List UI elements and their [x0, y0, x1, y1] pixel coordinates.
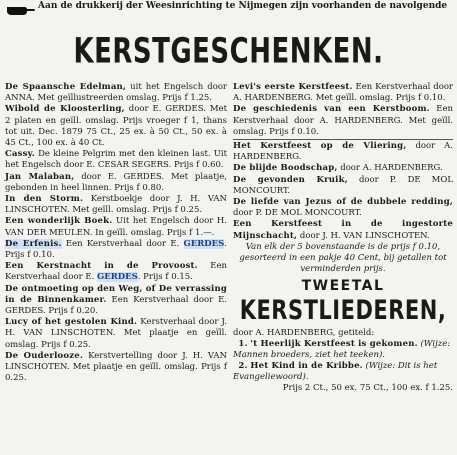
page-title: KERSTGESCHENKEN.	[73, 31, 384, 72]
price-line: Prijs 2 Ct., 50 ex. 75 Ct., 100 ex. f 1.25.	[282, 382, 453, 393]
highlighted-search-term: GERDES	[96, 272, 138, 283]
price-note: Van elk der 5 bovenstaande is de prijs f 0.10, gesorteerd in een pakje 40 Cent, bij getallen tot verminderden prijs.	[239, 241, 447, 274]
list-item: De geschiedenis van een Kerstboom. Een Kerstverhaal door A. HARDENBERG. Met geïll. omslag. Prijs f 0.10.	[233, 104, 453, 137]
advertisement-header	[0, 0, 457, 28]
highlighted-search-term: GERDES	[183, 238, 225, 249]
list-item: De Spaansche Edelman, uit het Engelsch door ANNA. Met geïllustreerden omslag. Prijs f 1.25.	[5, 82, 227, 104]
list-item: Een Kerstfeest in de ingestorte Mijnschacht, door J. H. VAN LINSCHOTEN.	[233, 219, 453, 241]
list-item: Cassy. De kleine Pelgrim met den kleinen last. Uit het Engelsch door E. CESAR SEGERS. Prijs f 0.60.	[5, 149, 227, 171]
list-item: 2. Het Kind in de Kribbe. (Wijze: Dit is het Evangeliewoord).	[233, 360, 438, 382]
right-column	[233, 82, 453, 394]
intro-text: Aan de drukkerij der Weesinrichting te Nijmegen zijn voorhanden de navolgende	[38, 1, 448, 11]
list-item: 1. 't Heerlijk Kerstfeest is gekomen. (Wijze: Mannen broeders, ziet het teeken).	[233, 338, 451, 360]
list-item: De ontmoeting op den Weg, of De verrassing in de Binnenkamer. Een Kerstverhaal door E. GERDES. Prijs f 0.20.	[5, 283, 227, 317]
section-subheading: TWEETAL	[301, 277, 385, 294]
divider	[233, 139, 453, 140]
list-item: De Ouderlooze. Kerstvertelling door J. H. VAN LINSCHOTEN. Met plaatje en geïll. omslag. Prijs f 0.25.	[5, 350, 228, 384]
list-item: Een wonderlijk Boek. Uit het Engelsch door H. VAN DER MEULEN. In geïll. omslag. Prijs f 1.—.	[5, 216, 227, 238]
list-item: De blijde Boodschap, door A. HARDENBERG.	[233, 163, 443, 174]
list-item: Het Kerstfeest op de Vliering, door A. HARDENBERG.	[233, 141, 454, 163]
section-heading: KERSTLIEDEREN,	[239, 295, 447, 326]
list-item: In den Storm. Kerstboekje door J. H. VAN LINSCHOTEN. Met geïll. omslag. Prijs f 0.25.	[5, 194, 227, 216]
list-item: Lucy of het gestolen Kind. Kerstverhaal door J. H. VAN LINSCHOTEN. Met plaatje en geïll. omslag. Prijs f 0.25.	[5, 317, 227, 350]
list-item: Jan Malaban, door E. GERDES. Met plaatje, gebonden in heel linnen. Prijs f 0.80.	[5, 171, 227, 193]
list-item: Wibold de Kloosterling, door E. GERDES. Met 2 platen en geïll. omslag. Prijs vroeger f 1, thans tot uit. Dec. 1879 75 Ct., 25 ex. à 50 Ct., 50 ex. à 45 Ct., 100 ex. à 40 Ct.	[5, 104, 227, 149]
list-item: De Erfenis. Een Kerstverhaal door E. GERDES. Prijs f 0.10.	[5, 238, 227, 261]
list-item: De gevonden Kruik, door P. DE MOL MONCOURT.	[233, 174, 453, 196]
list-item: De liefde van Jezus of de dubbele redding, door P. DE MOL MONCOURT.	[233, 197, 453, 219]
left-column	[5, 82, 227, 384]
author-line: door A. HARDENBERG, getiteld:	[233, 327, 375, 338]
list-item: Levi's eerste Kerstfeest. Een Kerstverhaal door A. HARDENBERG. Met geïll. omslag. Prijs f 0.10.	[233, 82, 453, 104]
pointing-hand-icon	[6, 3, 36, 17]
list-item: Een Kerstnacht in de Provoost. Een Kerstverhaal door E. GERDES. Prijs f 0.15.	[5, 261, 228, 283]
